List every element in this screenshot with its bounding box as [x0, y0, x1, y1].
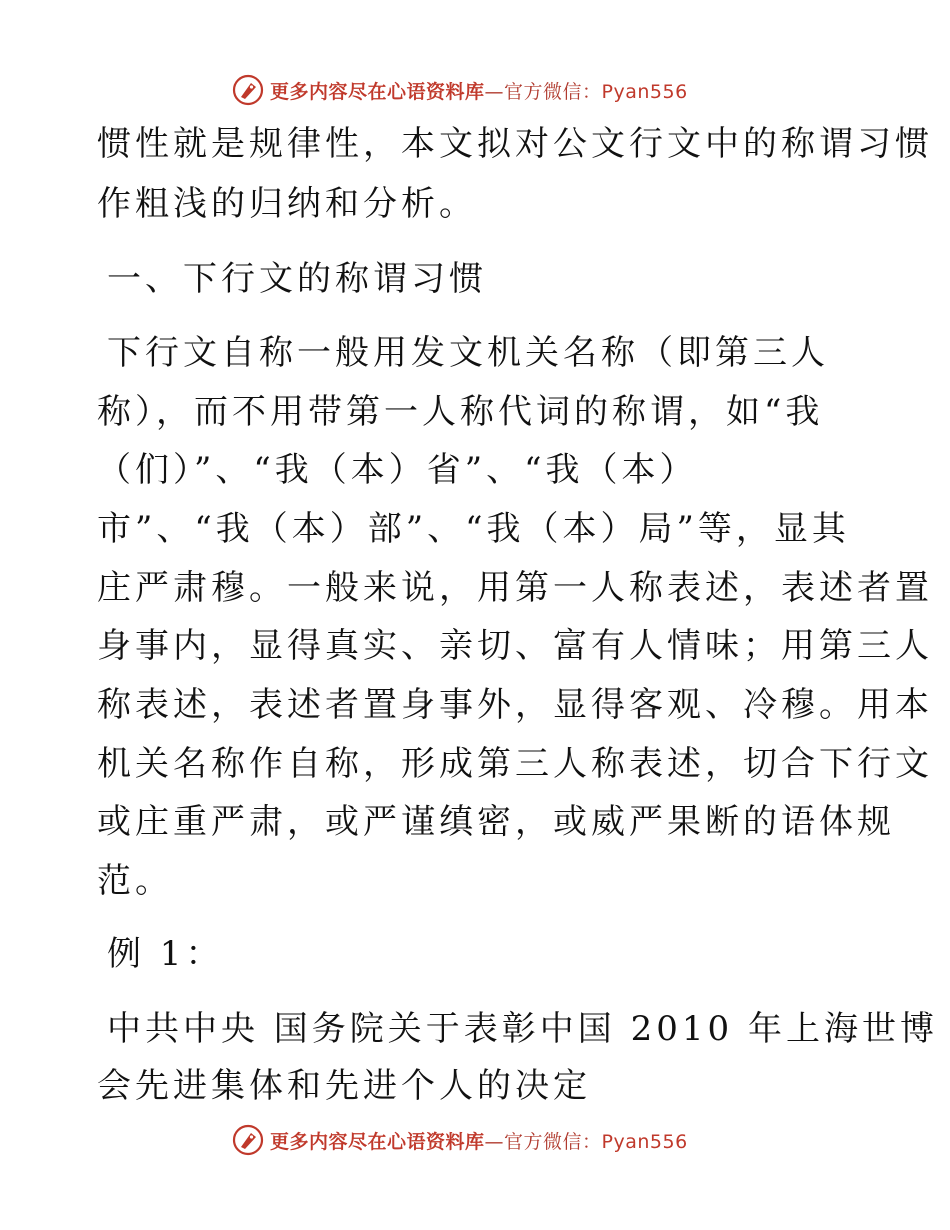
watermark-separator: — — [484, 80, 505, 103]
body-line-5: （们）”、“我（本）省”、“我（本） — [97, 450, 698, 490]
watermark-separator: — — [484, 1130, 505, 1153]
section-heading: 一、下行文的称谓习惯 — [107, 259, 487, 299]
body-line-8: 身事内，显得真实、亲切、富有人情味；用第三人 — [97, 626, 933, 666]
body-line-4: 称），而不用带第一人称代词的称谓，如“我 — [97, 392, 824, 432]
body-line-9: 称表述，表述者置身事外，显得客观、冷穆。用本 — [97, 685, 933, 725]
body-line-11: 或庄重严肃，或严谨缜密，或威严果断的语体规 — [97, 802, 895, 842]
example-title-line-1: 中共中央 国务院关于表彰中国 2010 年上海世博 — [107, 1009, 938, 1049]
pen-nib-icon — [232, 74, 264, 106]
example-title-line-2: 会先进集体和先进个人的决定 — [97, 1066, 591, 1106]
body-line-2: 作粗浅的归纳和分析。 — [97, 184, 477, 224]
watermark-brand: 更多内容尽在心语资料库 — [270, 80, 485, 103]
watermark-text — [270, 1127, 688, 1154]
body-line-6: 市”、“我（本）部”、“我（本）局”等，显其 — [97, 509, 850, 549]
body-line-3: 下行文自称一般用发文机关名称（即第三人 — [107, 333, 829, 373]
body-line-12: 范。 — [97, 861, 173, 901]
body-line-1: 惯性就是规律性，本文拟对公文行文中的称谓习惯 — [97, 124, 933, 164]
body-line-10: 机关名称作自称，形成第三人称表述，切合下行文 — [97, 744, 933, 784]
watermark-label: 官方微信： — [504, 1130, 602, 1153]
watermark-text — [270, 77, 688, 104]
footer-watermark — [232, 1120, 752, 1160]
watermark-label: 官方微信： — [504, 80, 602, 103]
header-watermark — [232, 70, 752, 110]
watermark-wechat-id: Pyan556 — [601, 1130, 688, 1153]
example-label: 例 1： — [107, 934, 224, 974]
watermark-brand: 更多内容尽在心语资料库 — [270, 1130, 485, 1153]
body-line-7: 庄严肃穆。一般来说，用第一人称表述，表述者置 — [97, 568, 933, 608]
watermark-wechat-id: Pyan556 — [601, 80, 688, 103]
pen-nib-icon — [232, 1124, 264, 1156]
